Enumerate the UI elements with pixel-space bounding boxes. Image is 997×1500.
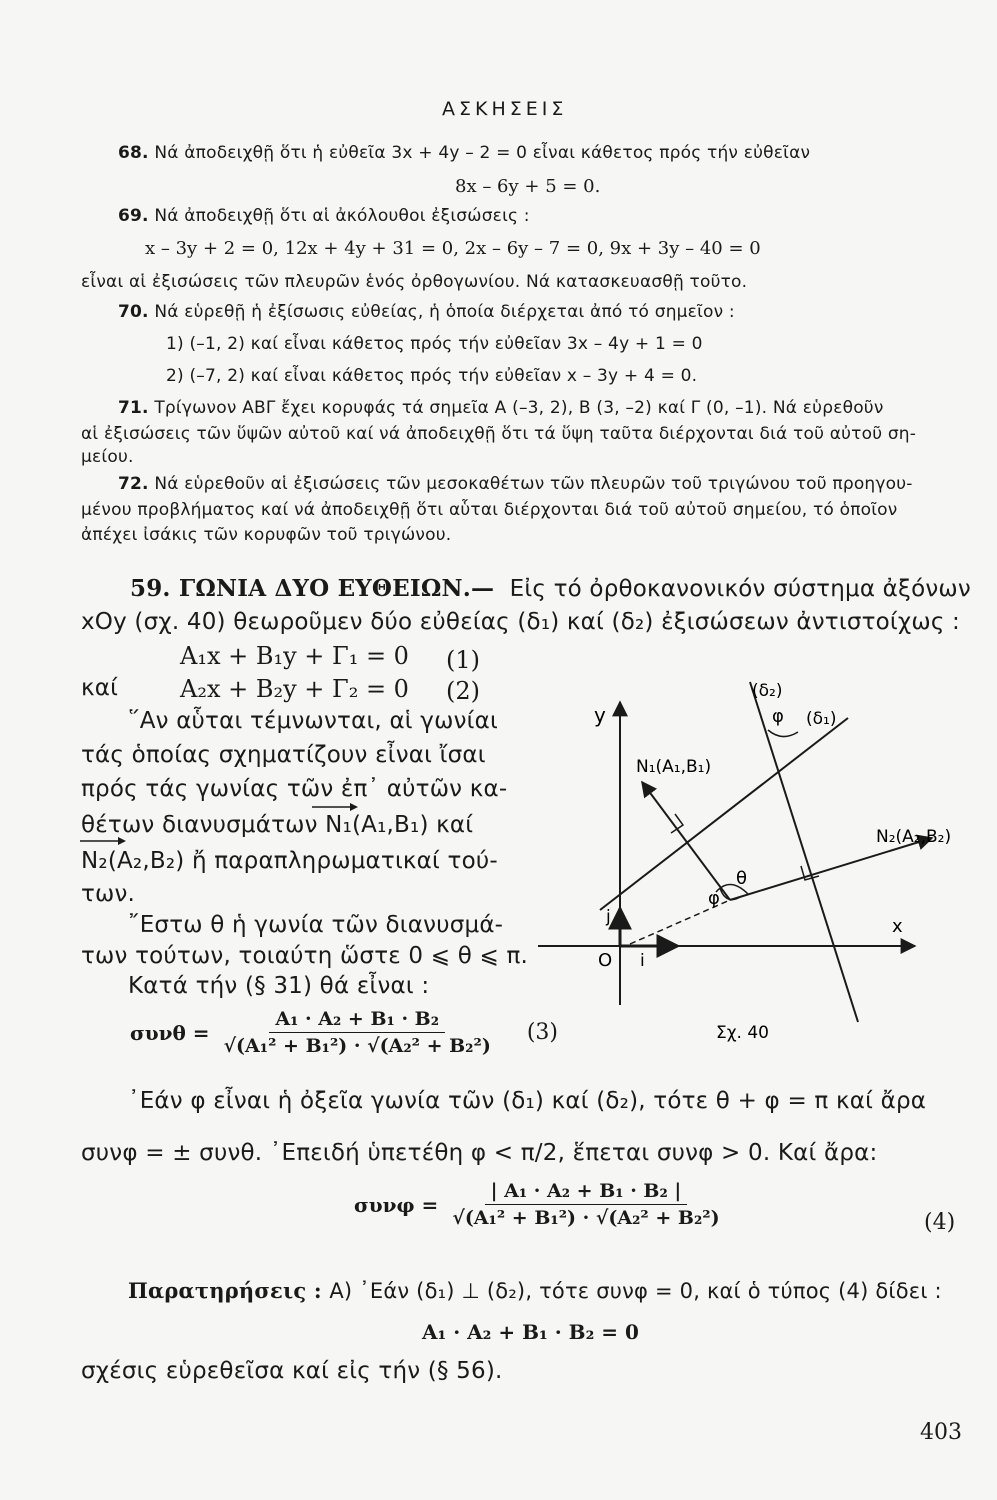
section-intro: Εἰς τό ὀρθοκανονικόν σύστημα ἀξόνων [509, 576, 971, 602]
formula-5: A₁ · A₂ + B₁ · B₂ = 0 [422, 1320, 639, 1344]
conjunction-kai: καί [81, 675, 119, 701]
fraction [446, 1180, 725, 1229]
page-number: 403 [920, 1420, 962, 1445]
equation-1-tag: (1) [446, 646, 480, 674]
last-line: σχέσις εὑρεθεῖσα καί εἰς τήν (§ 56). [81, 1358, 503, 1384]
numerator: A₁ · A₂ + B₁ · B₂ [269, 1008, 445, 1033]
paragraph-4-line-1: ᾿Εάν φ εἶναι ἡ ὀξεῖα γωνία τῶν (δ₁) καί (δ₂), τότε θ + φ = π καί ἄρα [128, 1088, 927, 1114]
denominator: √(A₁² + B₁²) · √(A₂² + B₂²) [223, 1035, 491, 1057]
phi-bottom-label: φ [708, 888, 720, 909]
paragraph-4-line-2: συνφ = ± συνθ. ᾿Επειδή ὑπετέθη φ < π/2, ἕπεται συνφ > 0. Καί ἄρα: [81, 1140, 878, 1166]
remarks-text: A) ᾿Εάν (δ₁) ⊥ (δ₂), τότε συνφ = 0, καί ὁ τύπος (4) δίδει : [329, 1279, 942, 1303]
formula-lhs: συνφ = [354, 1192, 439, 1217]
fraction [218, 1008, 497, 1057]
figure-caption: Σχ. 40 [716, 1023, 770, 1043]
x-axis-label: x [892, 916, 903, 937]
unit-i-label: i [640, 951, 645, 971]
exercise-72-line-3: ἀπέχει ἰσάκις τῶν κορυφῶν τοῦ τριγώνου. [81, 525, 452, 545]
paragraph-line: Κατά τήν (§ 31) θά εἶναι : [128, 973, 430, 999]
phi-top-label: φ [772, 706, 784, 727]
exercise-text: Νά εὑρεθοῦν αἱ ἐξισώσεις τῶν μεσοκαθέτων τῶν πλευρῶν τοῦ τριγώνου τοῦ προηγου- [154, 474, 913, 494]
section-heading-line [130, 575, 971, 602]
exercise-68-equation: 8x – 6y + 5 = 0. [455, 176, 601, 197]
exercise-70-item-2: 2) (–7, 2) καί εἶναι κάθετος πρός τήν εὐθεῖαν x – 3y + 4 = 0. [166, 366, 698, 386]
exercise-number: 71. [118, 398, 149, 418]
exercise-text: Νά ἀποδειχθῇ ὅτι αἱ ἀκόλουθοι ἐξισώσεις : [154, 206, 530, 226]
line-d1 [600, 718, 848, 910]
paragraph-line: ῎Εστω θ ἡ γωνία τῶν διανυσμά- [128, 912, 504, 938]
remarks-line [128, 1278, 942, 1304]
equation-2: A₂x + B₂y + Γ₂ = 0 [180, 675, 409, 703]
paragraph-line: τάς ὁποίας σχηματίζουν εἶναι ἴσαι [81, 742, 486, 768]
unit-j-label: j [606, 907, 611, 927]
y-axis-label: y [594, 703, 606, 727]
formula-4 [354, 1180, 726, 1229]
angle-arc-phi-top [768, 730, 798, 737]
exercise-number: 69. [118, 206, 149, 226]
page-title: ΑΣΚΗΣΕΙΣ [442, 98, 568, 120]
vector-arrow-n2 [78, 834, 128, 848]
exercise-number: 70. [118, 302, 149, 322]
vector-n2 [730, 838, 932, 900]
section-intro-line-2: xOy (σχ. 40) θεωροῦμεν δύο εὐθείας (δ₁) καί (δ₂) ἐξισώσεων ἀντιστοίχως : [81, 609, 961, 635]
exercise-71-line-3: μείου. [81, 447, 134, 467]
section-heading: 59. ΓΩΝΙΑ ΔΥΟ ΕΥΘΕΙΩΝ.— [130, 575, 495, 602]
exercise-69-continuation: εἶναι αἱ ἐξισώσεις τῶν πλευρῶν ἑνός ὀρθογωνίου. Νά κατασκευασθῇ τοῦτο. [81, 272, 748, 292]
vector-n1 [642, 782, 730, 900]
exercise-text: Νά εὑρεθῇ ἡ ἐξίσωσις εὐθείας, ἡ ὁποία διέρχεται ἀπό τό σημεῖον : [154, 302, 735, 322]
exercise-72-line-2: μένου προβλήματος καί νά ἀποδειχθῇ ὅτι αὗται διέρχονται διά τοῦ αὐτοῦ σημείου, τό ὁποῖον [81, 500, 898, 520]
equation-1: A₁x + B₁y + Γ₁ = 0 [180, 642, 409, 670]
theta-label: θ [736, 868, 748, 889]
paragraph-line: θέτων διανυσμάτων N₁(A₁,B₁) καί [81, 812, 474, 838]
origin-label: O [598, 950, 613, 971]
exercise-number: 68. [118, 143, 149, 163]
exercise-71 [118, 398, 884, 418]
formula-4-tag: (4) [924, 1210, 956, 1235]
paragraph-line: των. [81, 881, 136, 907]
paragraph-line: των τούτων, τοιαύτη ὥστε 0 ⩽ θ ⩽ π. [81, 943, 529, 969]
figure-40 [530, 670, 990, 1070]
line-d2 [750, 682, 858, 1022]
exercise-72 [118, 474, 913, 494]
exercise-71-line-2: αἱ ἐξισώσεις τῶν ὕψῶν αὐτοῦ καί νά ἀποδειχθῇ ὅτι τά ὕψη ταῦτα διέρχονται διά τοῦ αὐτοῦ ση- [81, 424, 917, 444]
formula-tag: (3) [526, 1020, 558, 1045]
d2-label: (δ₂) [752, 681, 783, 701]
exercise-70-item-1: 1) (–1, 2) καί εἶναι κάθετος πρός τήν εὐθεῖαν 3x – 4y + 1 = 0 [166, 334, 703, 354]
exercise-number: 72. [118, 474, 149, 494]
n2-label: N₂(A₂,B₂) [876, 827, 952, 847]
exercise-69-equations: x – 3y + 2 = 0, 12x + 4y + 31 = 0, 2x – 6y – 7 = 0, 9x + 3y – 40 = 0 [145, 238, 761, 259]
paragraph-line: ῞Αν αὗται τέμνωνται, αἱ γωνίαι [128, 708, 498, 734]
exercise-text: Νά ἀποδειχθῇ ὅτι ἡ εὐθεῖα 3x + 4y – 2 = 0 εἶναι κάθετος πρός τήν εὐθεῖαν [154, 143, 811, 163]
formula-lhs: συνθ = [130, 1020, 210, 1045]
exercise-68 [118, 143, 810, 163]
d1-label: (δ₁) [806, 709, 837, 729]
numerator: | A₁ · A₂ + B₁ · B₂ | [485, 1180, 688, 1205]
vector-arrow-n1 [310, 800, 360, 814]
n1-label: N₁(A₁,B₁) [636, 757, 712, 777]
paragraph-line: N₂(A₂,B₂) ἤ παραπληρωματικαί τού- [81, 848, 498, 874]
exercise-text: Τρίγωνον ΑΒΓ ἔχει κορυφάς τά σημεῖα Α (–3, 2), Β (3, –2) καί Γ (0, –1). Νά εὑρεθοῦν [154, 398, 884, 418]
paragraph-line: πρός τάς γωνίας τῶν ἐπ᾽ αὐτῶν κα- [81, 776, 508, 802]
denominator: √(A₁² + B₁²) · √(A₂² + B₂²) [452, 1207, 720, 1229]
exercise-69 [118, 206, 530, 226]
equation-2-tag: (2) [446, 677, 480, 705]
formula-3 [130, 1008, 558, 1057]
exercise-70 [118, 302, 735, 322]
remarks-label: Παρατηρήσεις : [128, 1278, 322, 1303]
